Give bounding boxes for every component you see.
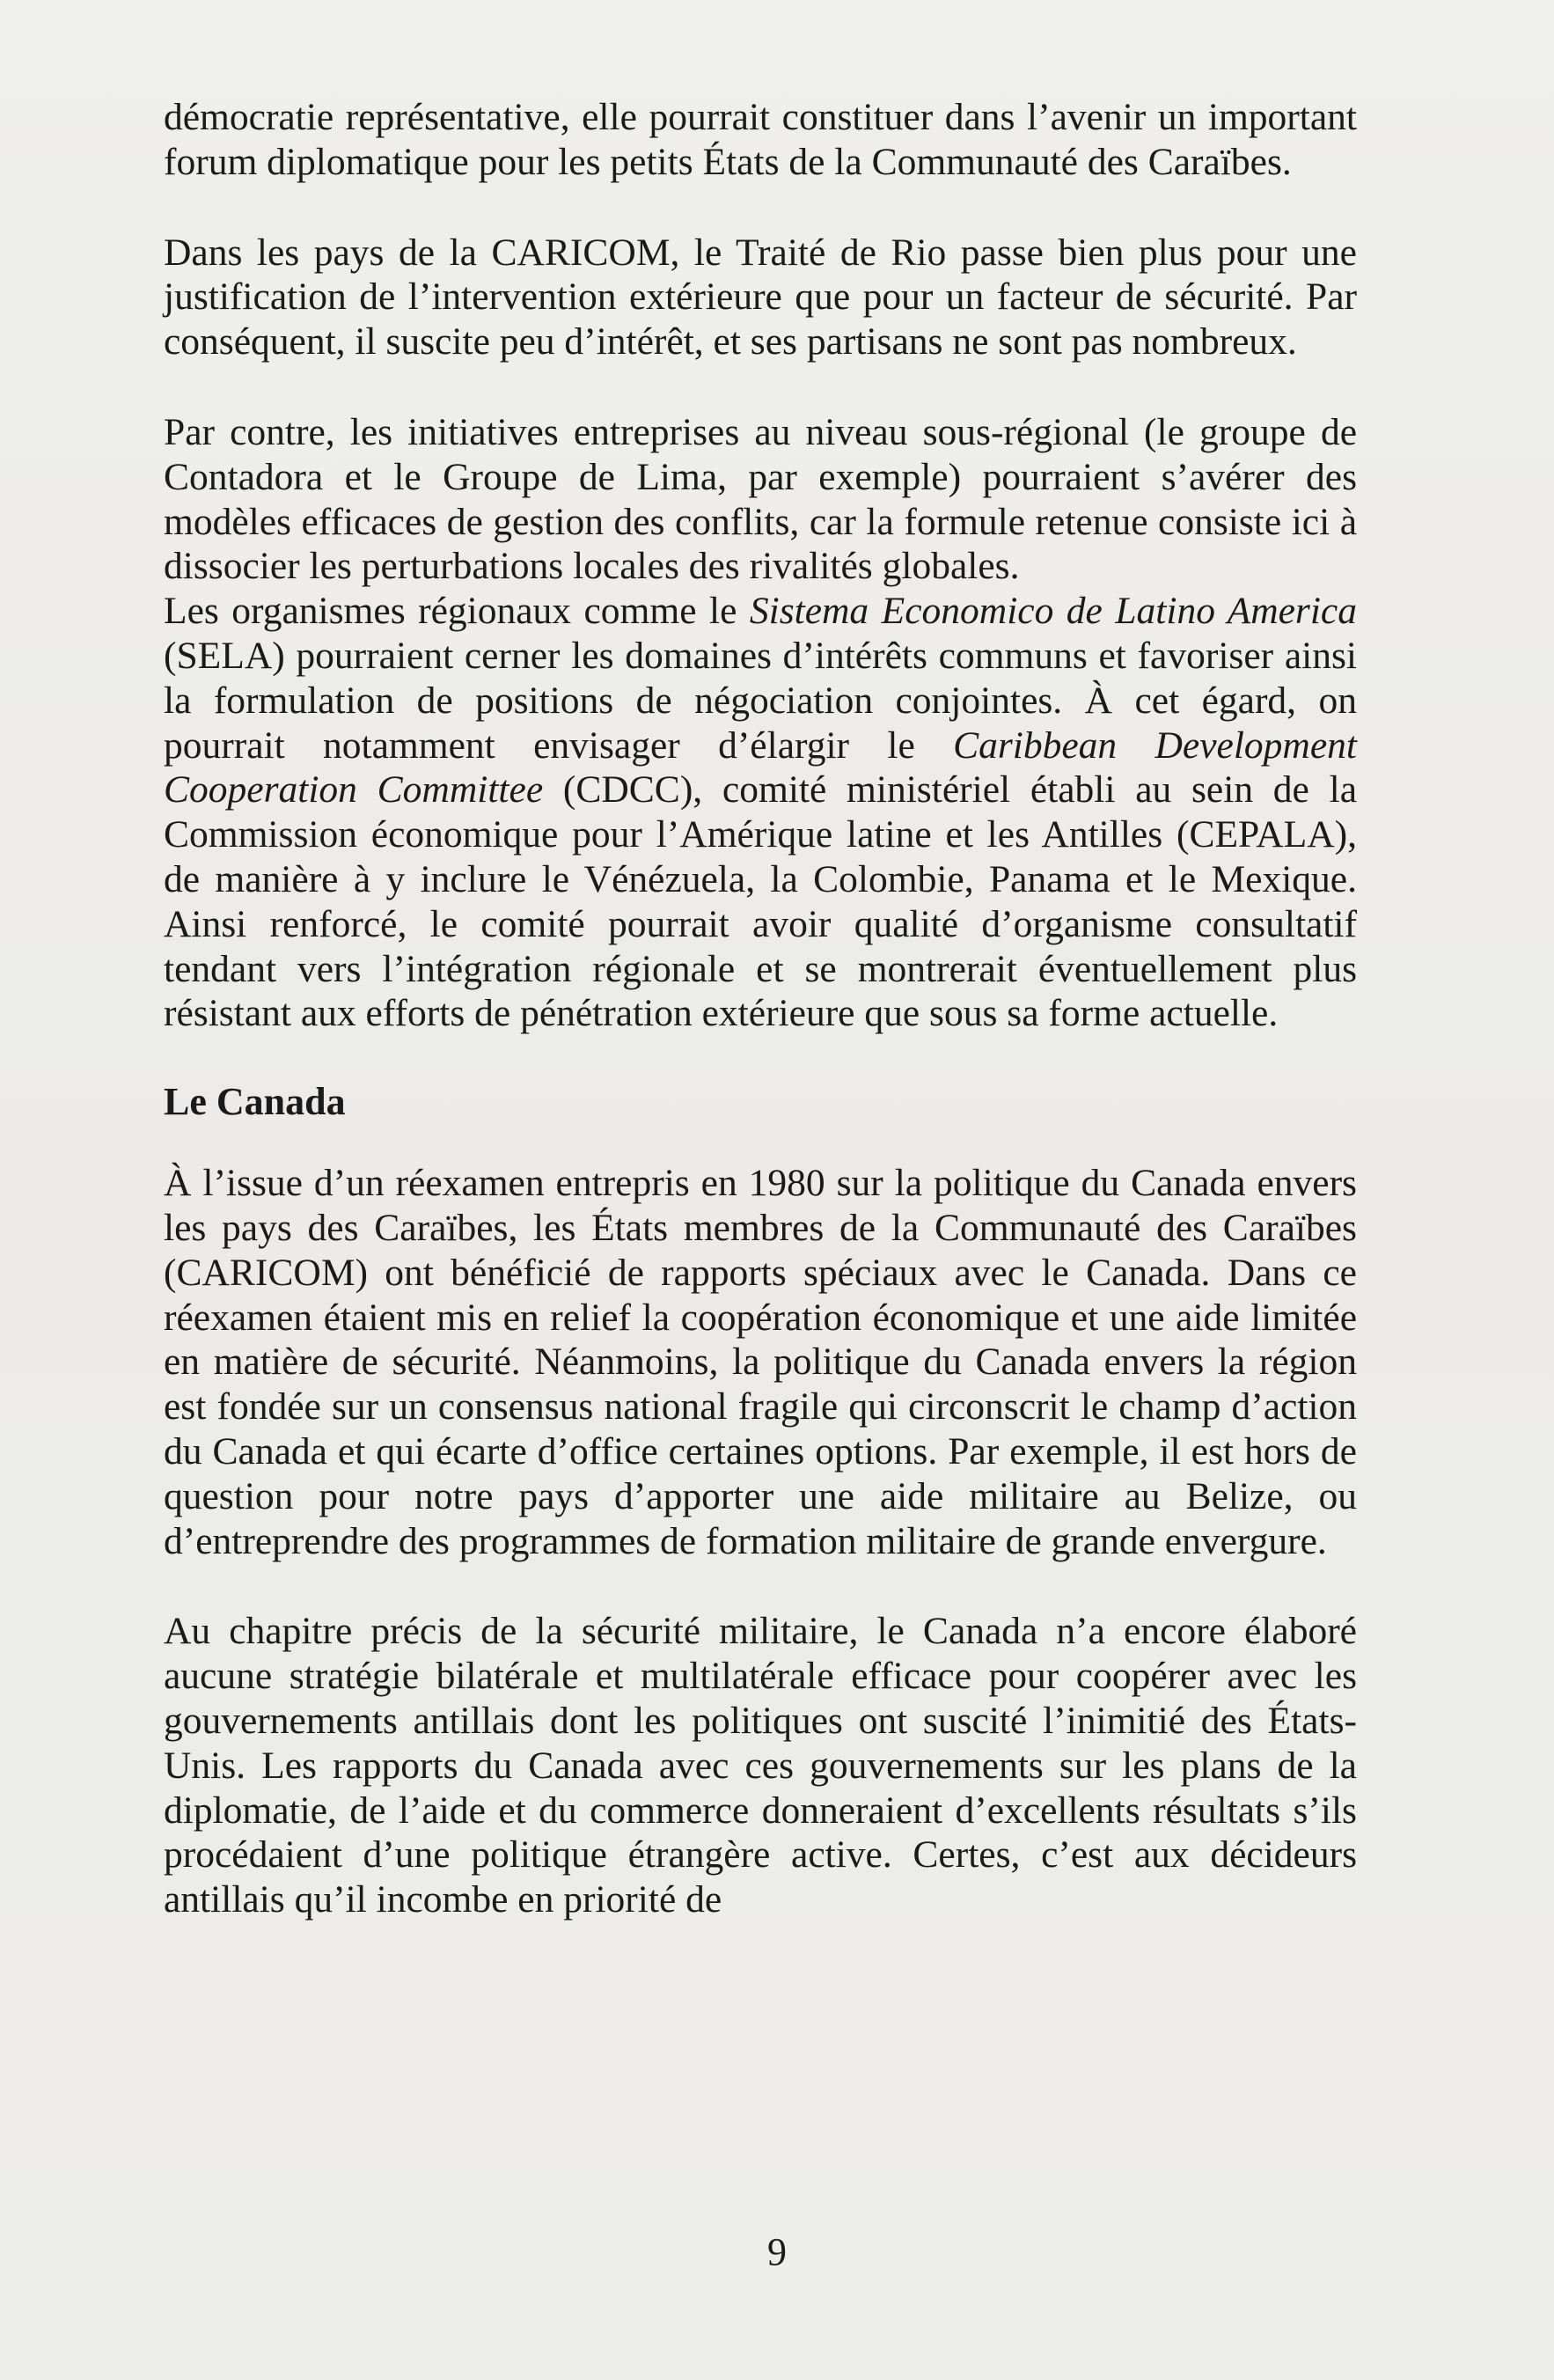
paragraph-1: démocratie représentative, elle pourrait constituer dans l’avenir un important forum diplomatique pour les petits États de la Communauté des Caraïbes. [164,96,1357,183]
paragraph-4 [164,589,1357,1036]
paragraph-4-italic-cdcc: Caribbean Development Cooperation Committee [164,724,1357,812]
paragraph-2: Dans les pays de la CARICOM, le Traité de Rio passe bien plus pour une justification de l’intervention extérieure que pour un facteur de sécurité. Par conséquent, il suscite peu d’intérêt, et ses partisans ne sont pas nombreux. [164,231,1357,364]
page-number: 9 [767,2230,787,2273]
paragraph-3: Par contre, les initiatives entreprises au niveau sous-régional (le groupe de Contadora et le Groupe de Lima, par exemple) pourraient s’avérer des modèles efficaces de gestion des conflits, car la formule retenue consiste ici à dissocier les perturbations locales des rivalités globales. [164,410,1357,588]
paragraph-5: À l’issue d’un réexamen entrepris en 1980 sur la politique du Canada envers les pays des Caraïbes, les États membres de la Communauté des Caraïbes (CARICOM) ont bénéficié de rapports spéciaux avec le Canada. Dans ce réexamen étaient mis en relief la coopération économique et une aide limitée en matière de sécurité. Néanmoins, la politique du Canada envers la région est fondée sur un consensus national fragile qui circonscrit le champ d’action du Canada et qui écarte d’office certaines options. Par exemple, il est hors de question pour notre pays d’apporter une aide militaire au Belize, ou d’entreprendre des programmes de formation militaire de grande envergure. [164,1162,1357,1562]
paragraph-4-text-c: (CDCC), comité ministériel établi au sein de la Commission économique pour l’Amérique latine et les Antilles (CEPALA), de manière à y inclure le Vénézuela, la Colombie, Panama et le Mexique. Ainsi renforcé, le comité pourrait avoir qualité d’organisme consultatif tendant vers l’intégration régionale et se montrerait éventuellement plus résistant aux efforts de pénétration extérieure que sous sa forme actuelle. [164,768,1358,1035]
text-column [164,95,1357,1922]
paragraph-6: Au chapitre précis de la sécurité militaire, le Canada n’a encore élaboré aucune stratégie bilatérale et multilatérale efficace pour coopérer avec les gouvernements antillais dont les politiques ont suscité l’inimitié des États-Unis. Les rapports du Canada avec ces gouvernements sur les plans de la diplomatie, de l’aide et du commerce donneraient d’excellents résultats s’ils procédaient d’une politique étrangère active. Certes, c’est aux décideurs antillais qu’il incombe en priorité de [164,1610,1357,1921]
paragraph-4-text-a: Les organismes régionaux comme le [164,590,750,633]
section-heading: Le Canada [164,1080,346,1124]
paragraph-4-text-b: (SELA) pourraient cerner les domaines d’intérêts communs et favoriser ainsi la formulation de positions de négociation conjointes. À cet égard, on pourrait notamment envisager d’élargir le [164,634,1357,767]
paragraph-4-italic-sela: Sistema Economico de Latino America [749,590,1357,633]
